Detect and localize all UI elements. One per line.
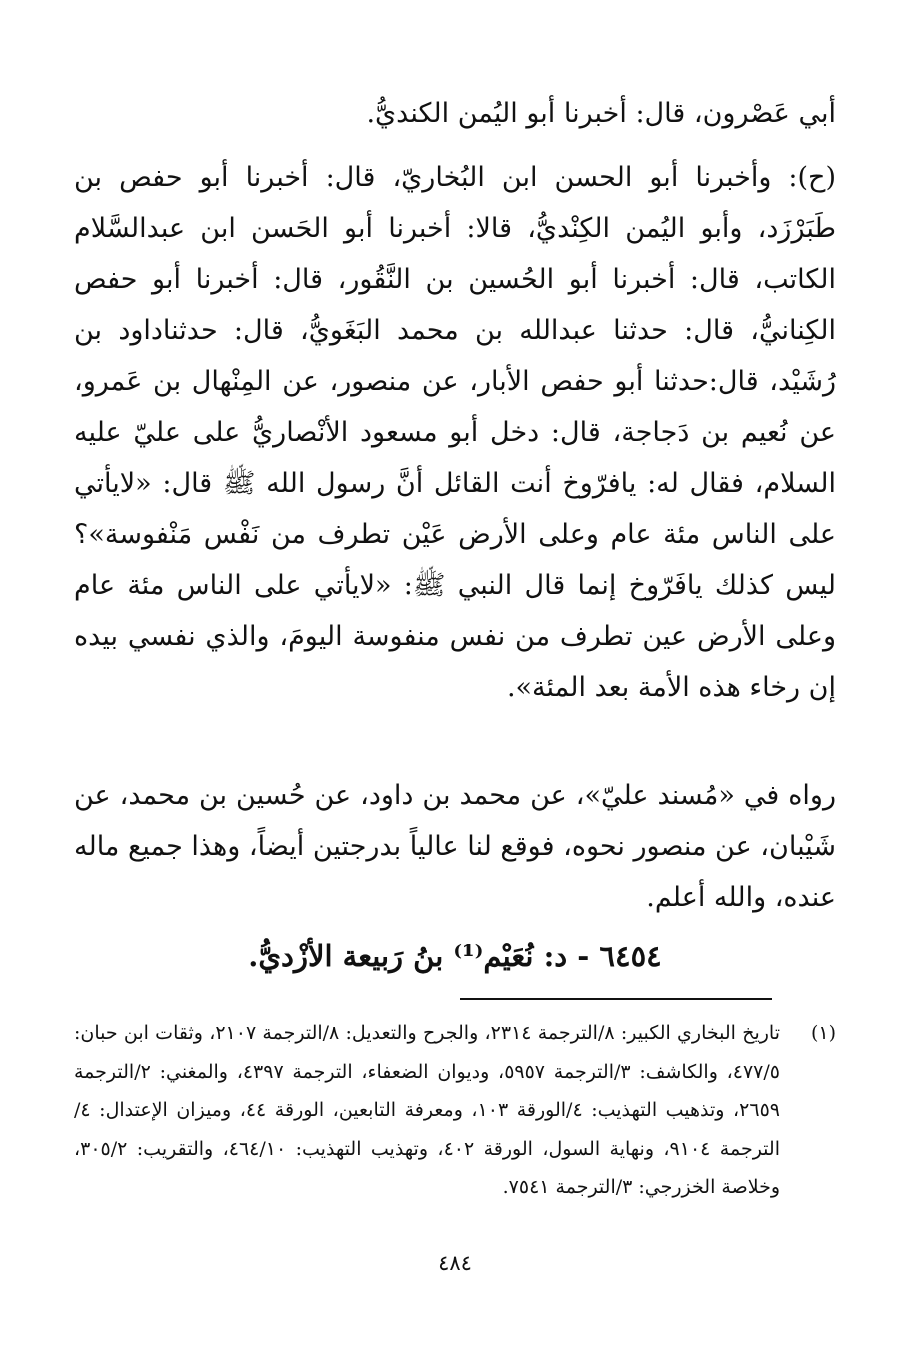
hadith-paragraph: (ح): وأخبرنا أبو الحسن ابن البُخاريّ، قال: أخبرنا أبو حفص بن طَبَرْزَد، وأبو اليُمن الكِنْديُّ، قالا: أخبرنا أبو الحَسن ابن عبدالسَّلام الكاتب، قال: أخبرنا أبو الحُسين بن النَّقُور، قال: أخبرنا أبو حفص الكِنانيُّ، قال: حدثنا عبدالله بن محمد البَغَويُّ، قال: حدثناداود بن رُشَيْد، قال:حدثنا أبو حفص الأبار، عن منصور، عن المِنْهال بن عَمرو، عن نُعيم بن دَجاجة، قال: دخل أبو مسعود الأنْصاريُّ على عليّ عليه السلام، فقال له: يافرّوخ أنت القائل أنَّ رسول الله ﷺ قال: «لايأتي على الناس مئة عام وعلى الأرض عَيْن تطرف من نَفْس مَنْفوسة»؟ ليس كذلك يافَرّوخ إنما قال النبي ﷺ: «لايأتي على الناس مئة عام وعلى الأرض عين تطرف من نفس منفوسة اليومَ، والذي نفسي بيده إن رخاء هذه الأمة بعد المئة». <box>74 162 836 703</box>
footnote-marker: (١) <box>810 1022 836 1044</box>
entry-heading: ٦٤٥٤ - د: نُعَيْم⁽¹⁾ بنُ رَبيعة الأزْديُّ. <box>248 939 662 973</box>
page-number: ٤٨٤ <box>438 1251 472 1275</box>
footnote-divider <box>460 998 772 1000</box>
footnote <box>74 1014 836 1207</box>
footnote-text: تاريخ البخاري الكبير: ٨/الترجمة ٢٣١٤، والجرح والتعديل: ٨/الترجمة ٢١٠٧، وثقات ابن حبان: ٤٧٧/٥، والكاشف: ٣/الترجمة ٥٩٥٧، وديوان الضعفاء، الترجمة ٤٣٩٧، والمغني: ٢/الترجمة ٢٦٥٩، وتذهيب التهذيب: ٤/الورقة ١٠٣، ومعرفة التابعين، الورقة ٤٤، وميزان الإعتدال: ٤/الترجمة ٩١٠٤، ونهاية السول، الورقة ٤٠٢، وتهذيب التهذيب: ٤٦٤/١٠، والتقريب: ٣٠٥/٢، وخلاصة الخزرجي: ٣/الترجمة ٧٥٤١. <box>74 1022 780 1198</box>
riwaya-paragraph: رواه في «مُسند عليّ»، عن محمد بن داود، عن حُسين بن محمد، عن شَيْبان، عن منصور نحوه، فوقع لنا عالياً بدرجتين أيضاً، وهذا جميع ماله عنده، والله أعلم. <box>74 780 836 913</box>
intro-line: أبي عَصْرون، قال: أخبرنا أبو اليُمن الكنديُّ. <box>366 98 836 129</box>
